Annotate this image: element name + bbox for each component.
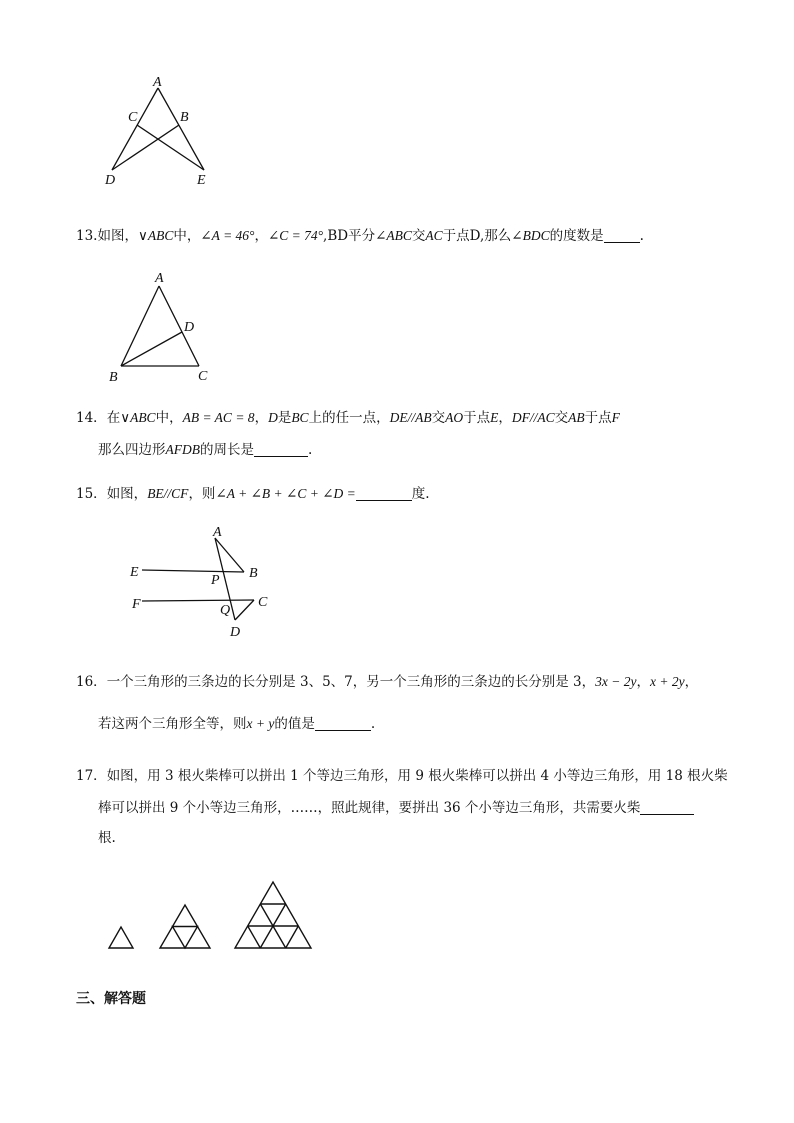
q14-d: D: [268, 410, 278, 425]
q16-text: 的值是: [274, 716, 315, 732]
q17-number: 17．: [76, 768, 107, 784]
label-a: A: [213, 525, 222, 540]
q14-text: 在: [106, 410, 121, 426]
question-17-line3: [98, 828, 116, 848]
q14-text: 那么四边形: [98, 442, 166, 458]
q14-text: 上的任一点，: [308, 410, 390, 426]
figure-q12: [100, 72, 220, 190]
q13-text: 中，: [173, 228, 201, 244]
q13-text: 于点D,那么: [442, 228, 512, 244]
q14-text: 的周长是: [200, 442, 254, 458]
q15-expression: ∠A + ∠B + ∠C + ∠D =: [215, 486, 356, 501]
q14-ab: AB: [568, 410, 585, 425]
q16-text: ，: [636, 674, 650, 690]
q16-number: 16．: [76, 674, 107, 690]
figure-q17: [100, 876, 340, 956]
q13-angle-bdc: ∠BDC: [511, 228, 550, 243]
q15-be: BE//CF: [147, 486, 189, 501]
q16-text: 若这两个三角形全等，则: [98, 716, 247, 732]
label-b: B: [180, 110, 189, 125]
q13-angle-a: ∠A = 46°: [200, 228, 255, 243]
q15-text: ，则: [188, 486, 216, 502]
label-c: C: [258, 595, 268, 610]
question-17: [76, 766, 728, 786]
q14-e: E: [490, 410, 499, 425]
q14-text: 是: [277, 410, 292, 426]
q14-triangle: ∨ABC: [120, 410, 156, 425]
question-15: [76, 484, 430, 504]
q16-text: ，: [684, 674, 699, 690]
q13-angle-abc: ∠ABC: [375, 228, 412, 243]
q14-text: ，: [498, 410, 512, 426]
q14-equation: AB = AC = 8: [182, 410, 255, 425]
q14-ao: AO: [445, 410, 464, 425]
question-14-line2: [98, 440, 312, 460]
answer-blank-17[interactable]: [640, 800, 694, 815]
label-b: B: [109, 370, 118, 385]
question-14: [76, 408, 620, 428]
q13-text: 交: [411, 228, 426, 244]
label-b: B: [249, 566, 258, 581]
q13-text: ,BD平分: [323, 228, 376, 244]
answer-blank-15[interactable]: [356, 486, 412, 501]
q14-text: 交: [431, 410, 446, 426]
q15-text: 如图，: [106, 486, 148, 502]
q13-number: 13.: [76, 228, 98, 244]
section-heading: 三、解答题: [76, 991, 146, 1007]
q16-text: .: [370, 716, 376, 732]
figure-q15: [124, 522, 284, 644]
label-a: A: [153, 75, 162, 90]
label-c: C: [198, 369, 208, 384]
q13-text: 如图，: [97, 228, 138, 244]
label-d: D: [105, 173, 116, 188]
q14-afdb: AFDB: [165, 442, 200, 457]
q17-text-line2: 棒可以拼出 9 个小等边三角形，……，照此规律，要拼出 36 个小等边三角形，共需要火柴: [98, 800, 641, 816]
label-e: E: [197, 173, 206, 188]
question-17-line2: [98, 798, 694, 818]
label-q: Q: [220, 603, 231, 618]
question-13: [76, 226, 644, 246]
q14-bc: BC: [291, 410, 309, 425]
q16-expr-1: 3x − 2y: [595, 674, 637, 689]
question-16-line2: [98, 714, 375, 734]
question-16: [76, 672, 698, 692]
q14-df: DF//AC: [511, 410, 555, 425]
q13-text: .: [639, 228, 644, 244]
q16-xy: x + y: [246, 716, 275, 731]
q13-triangle: ∨ABC: [137, 228, 174, 243]
q14-f: F: [611, 410, 620, 425]
answer-blank-14[interactable]: [254, 442, 308, 457]
q14-text: ，: [254, 410, 269, 426]
label-f: F: [132, 597, 141, 612]
q16-text: 一个三角形的三条边的长分别是 3、5、7，另一个三角形的三条边的长分别是 3，: [106, 674, 596, 690]
q14-text: 于点: [584, 410, 612, 426]
label-a: A: [155, 271, 164, 286]
q17-text-line1: 如图，用 3 根火柴棒可以拼出 1 个等边三角形，用 9 根火柴棒可以拼出 4 小等边三角形，用 18 根火柴: [106, 768, 728, 784]
q13-text: ，: [254, 228, 268, 244]
label-c: C: [128, 110, 138, 125]
label-d: D: [230, 625, 241, 640]
q14-number: 14．: [76, 410, 107, 426]
q14-text: .: [308, 442, 313, 458]
q13-ac: AC: [425, 228, 443, 243]
label-e: E: [130, 565, 139, 580]
q16-expr-2: x + 2y: [649, 674, 685, 689]
q13-angle-c: ∠C = 74°: [267, 228, 324, 243]
q14-de: DE//AB: [389, 410, 432, 425]
q15-text: 度.: [411, 486, 430, 502]
q14-text: 中，: [155, 410, 183, 426]
q17-text-line3: 根.: [98, 830, 116, 846]
answer-blank-16[interactable]: [315, 716, 371, 731]
figure-q13: [104, 268, 224, 386]
q14-text: 于点: [463, 410, 491, 426]
q13-text: 的度数是: [549, 228, 604, 244]
q15-number: 15．: [76, 486, 107, 502]
label-d: D: [184, 320, 195, 335]
label-p: P: [211, 573, 220, 588]
q14-text: 交: [554, 410, 569, 426]
answer-blank-13[interactable]: [604, 228, 640, 243]
